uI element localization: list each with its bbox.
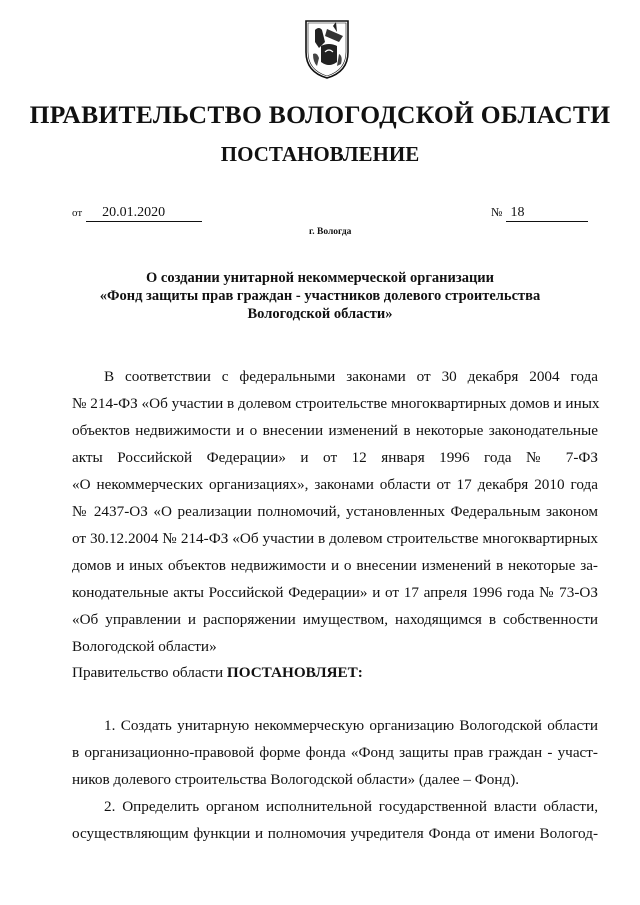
clause-line: 1. Создать унитарную некоммерческую организацию Вологодской области: [104, 717, 598, 734]
clause-line: в организационно-правовой форме фонда «Фонд защиты прав граждан - участ-: [72, 744, 598, 761]
decree-keyword: ПОСТАНОВЛЯЕТ:: [226, 664, 363, 681]
organization-title: ПРАВИТЕЛЬСТВО ВОЛОГОДСКОЙ ОБЛАСТИ: [29, 100, 611, 129]
decree-line: [72, 663, 598, 683]
date-field: [72, 205, 202, 222]
city-label: г. Вологда: [309, 227, 352, 237]
date-prefix: от: [72, 207, 83, 219]
clause-line: ников долевого строительства Вологодской области» (далее – Фонд).: [72, 771, 520, 788]
preamble-line: № 2437-ОЗ «О реализации полномочий, установленных Федеральным законом: [72, 503, 598, 520]
number-field: [491, 205, 588, 222]
coat-of-arms-icon: [303, 18, 351, 80]
clause-line: 2. Определить органом исполнительной государственной власти области,: [104, 798, 598, 815]
number-value: 18: [506, 205, 588, 222]
subject-line: «Фонд защиты прав граждан - участников долевого строительства: [99, 288, 541, 304]
preamble-line: домов и иных объектов недвижимости и о внесении изменений в некоторые за-: [72, 557, 598, 574]
preamble-line: «О некоммерческих организациях», законами области от 17 декабря 2010 года: [72, 476, 598, 493]
number-prefix: №: [491, 205, 503, 219]
preamble-line: № 214-ФЗ «Об участии в долевом строительстве многоквартирных домов и иных: [72, 395, 600, 412]
preamble-line: акты Российской Федерации» и от 12 января 1996 года № 7-ФЗ: [72, 449, 598, 466]
subject-line: Вологодской области»: [247, 306, 393, 322]
decree-prefix: Правительство области: [72, 664, 224, 681]
preamble-line: Вологодской области»: [72, 638, 217, 655]
document-subject: [60, 269, 580, 323]
document-type: ПОСТАНОВЛЕНИЕ: [220, 142, 420, 166]
preamble-line: конодательные акты Российской Федерации» и от 17 апреля 1996 года № 73-ОЗ: [72, 584, 598, 601]
clause-line: осуществляющим функции и полномочия учредителя Фонда от имени Вологод-: [72, 825, 598, 842]
preamble-line: объектов недвижимости и о внесении изменений в некоторые законодательные: [72, 422, 598, 439]
preamble-line: В соответствии с федеральными законами от 30 декабря 2004 года: [104, 368, 598, 385]
subject-line: О создании унитарной некоммерческой организации: [145, 270, 495, 286]
preamble-line: от 30.12.2004 № 214-ФЗ «Об участии в долевом строительстве многоквартирных: [72, 530, 598, 547]
preamble-line: «Об управлении и распоряжении имуществом, находящимся в собственности: [72, 611, 598, 628]
date-value: 20.01.2020: [86, 205, 202, 222]
